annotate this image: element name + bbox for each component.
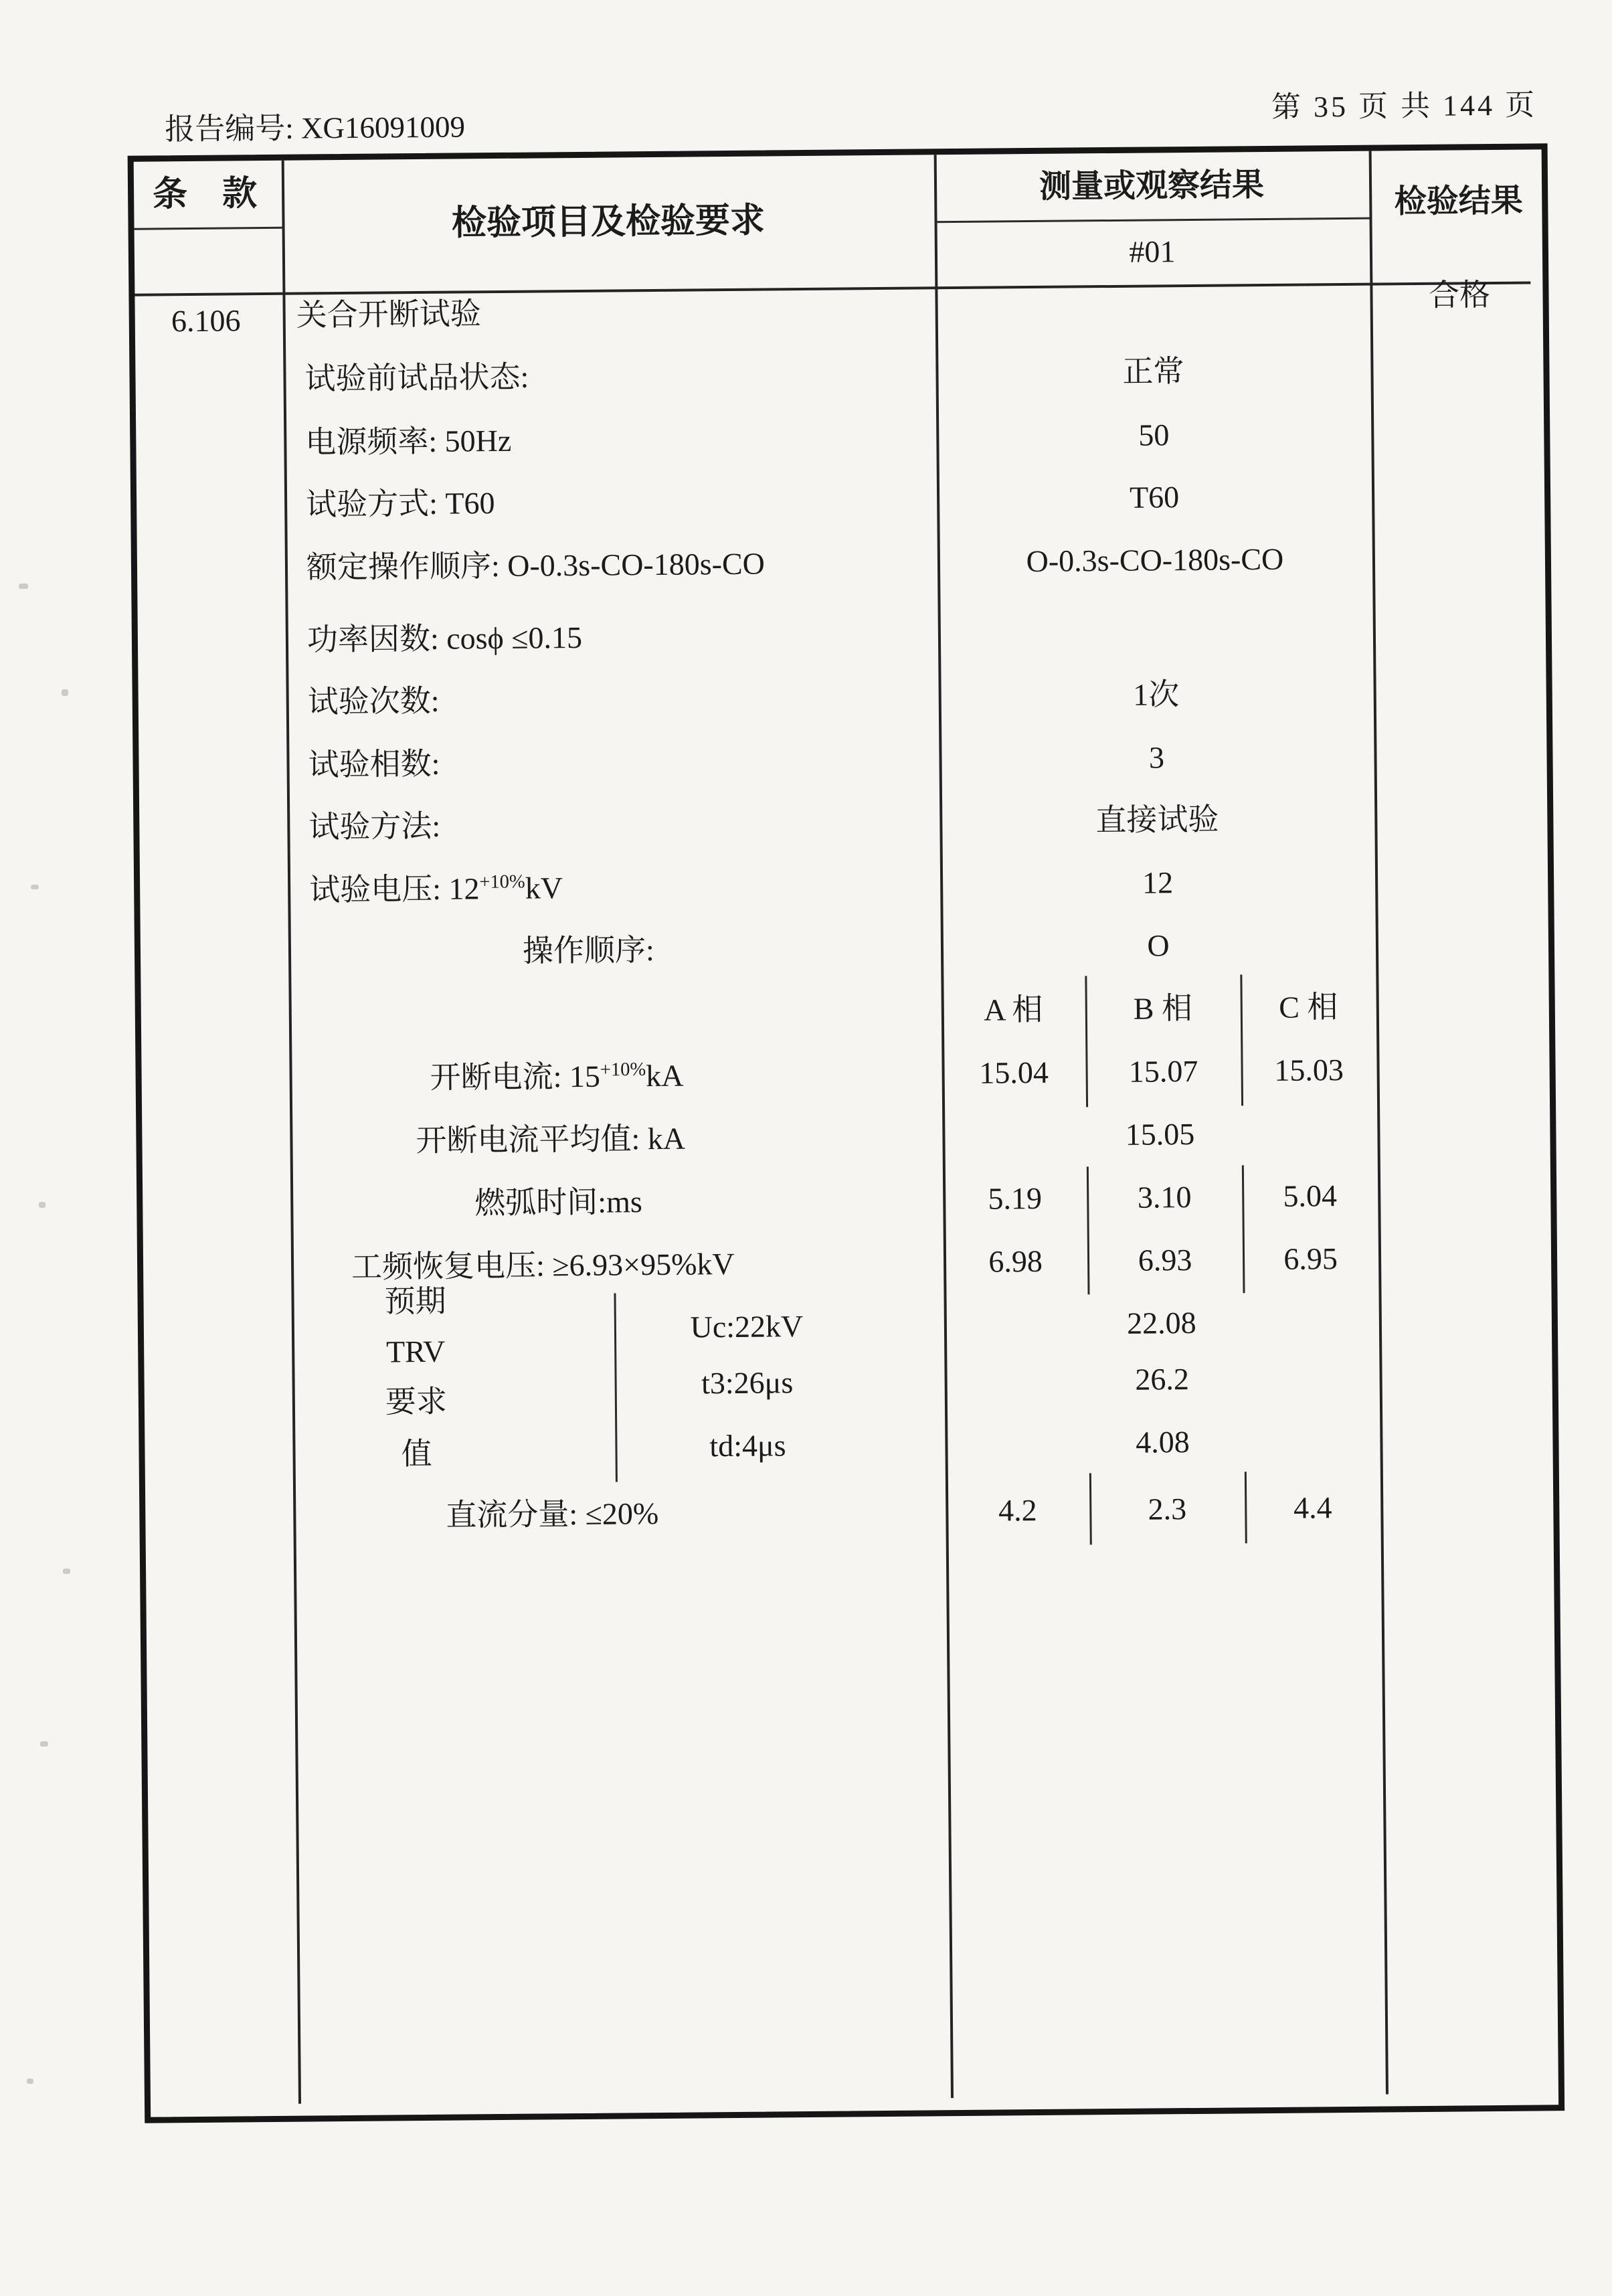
item-operating-sequence: 操作顺序:: [522, 932, 655, 968]
trv-label-line4: 值: [401, 1436, 432, 1472]
arcing-time-c: 5.04: [1283, 1178, 1338, 1213]
phase-header-c: C 相: [1278, 990, 1338, 1025]
item-power-factor: 功率因数: cosϕ ≤0.15: [306, 620, 583, 657]
trv-result-t3: 26.2: [1135, 1362, 1190, 1397]
arcing-time-a: 5.19: [988, 1180, 1043, 1216]
breaking-current-b: 15.07: [1128, 1053, 1198, 1089]
phase-header-a: A 相: [983, 992, 1043, 1027]
phase-header-b: B 相: [1133, 990, 1193, 1026]
clause-number: 6.106: [171, 303, 241, 339]
arcing-time-b: 3.10: [1137, 1179, 1192, 1215]
recovery-voltage-b: 6.93: [1138, 1242, 1192, 1277]
dc-component-c: 4.4: [1293, 1490, 1332, 1525]
page-indicator: 第 35 页 共 144 页: [1271, 88, 1538, 124]
breaking-current-a: 15.04: [979, 1055, 1049, 1090]
result-phase-count: 3: [1148, 740, 1165, 775]
trv-label-line1: 预期: [384, 1284, 446, 1319]
result-test-mode: T60: [1129, 480, 1180, 515]
report-number: 报告编号: XG16091009: [165, 110, 466, 147]
item-test-method: 试验方法:: [308, 808, 441, 845]
trv-label-line2: TRV: [385, 1334, 446, 1369]
result-header-subrule: [935, 217, 1370, 224]
clause-header-subrule: [135, 227, 282, 230]
header-sample: #01: [1129, 234, 1176, 269]
result-test-count: 1次: [1132, 677, 1180, 712]
item-breaking-current: [430, 1053, 683, 1101]
item-test-name: 关合开断试验: [296, 296, 481, 333]
item-recovery-voltage: 工频恢复电压: ≥6.93×95%kV: [351, 1246, 735, 1284]
trv-result-td: 4.08: [1135, 1425, 1190, 1460]
item-dc-component: 直流分量: ≤20%: [446, 1496, 659, 1532]
breaking-current-average: 15.05: [1125, 1116, 1195, 1152]
trv-param-t3: t3:26μs: [701, 1365, 794, 1401]
result-operating-sequence: O: [1147, 928, 1170, 963]
result-test-voltage: 12: [1142, 865, 1174, 900]
breaking-current-prefix: 开断电流: 15: [430, 1059, 601, 1095]
dc-component-b: 2.3: [1148, 1492, 1187, 1526]
header-verdict: 检验结果: [1394, 183, 1524, 220]
result-frequency: 50: [1138, 418, 1170, 452]
trv-param-td: td:4μs: [709, 1428, 786, 1464]
breaking-current-unit: kA: [646, 1058, 684, 1093]
item-test-mode: 试验方式: T60: [305, 486, 495, 522]
item-frequency: 电源频率: 50Hz: [305, 423, 512, 460]
verdict-value: 合格: [1428, 278, 1491, 313]
test-voltage-unit: kV: [525, 871, 563, 905]
header-result: 测量或观察结果: [1039, 167, 1265, 205]
item-phase-count: 试验相数:: [308, 746, 440, 782]
trv-label-line3: 要求: [385, 1384, 448, 1419]
item-arcing-time: 燃弧时间:ms: [474, 1184, 642, 1221]
header-item: 检验项目及检验要求: [451, 201, 766, 243]
item-precondition: 试验前试品状态:: [304, 359, 529, 396]
item-breaking-current-average: 开断电流平均值: kA: [416, 1121, 686, 1158]
test-voltage-prefix: 试验电压: 12: [308, 871, 480, 907]
trv-param-uc: Uc:22kV: [690, 1309, 804, 1344]
breaking-current-tolerance: +10%: [600, 1059, 646, 1081]
recovery-voltage-a: 6.98: [988, 1243, 1043, 1279]
test-voltage-tolerance: +10%: [479, 871, 525, 893]
result-precondition: 正常: [1122, 354, 1184, 389]
item-rated-sequence: 额定操作顺序: O-0.3s-CO-180s-CO: [306, 546, 766, 585]
item-test-count: 试验次数:: [307, 683, 440, 719]
trv-result-uc: 22.08: [1126, 1305, 1196, 1340]
breaking-current-c: 15.03: [1274, 1053, 1344, 1087]
result-rated-sequence: O-0.3s-CO-180s-CO: [1026, 541, 1284, 579]
column-divider-clause: [282, 161, 301, 2104]
trv-divider: [614, 1294, 617, 1482]
item-test-voltage: [309, 865, 563, 913]
dc-component-a: 4.2: [998, 1493, 1037, 1528]
header-clause: 条 款: [152, 175, 258, 214]
result-test-method: 直接试验: [1095, 802, 1219, 838]
recovery-voltage-c: 6.95: [1283, 1241, 1338, 1276]
